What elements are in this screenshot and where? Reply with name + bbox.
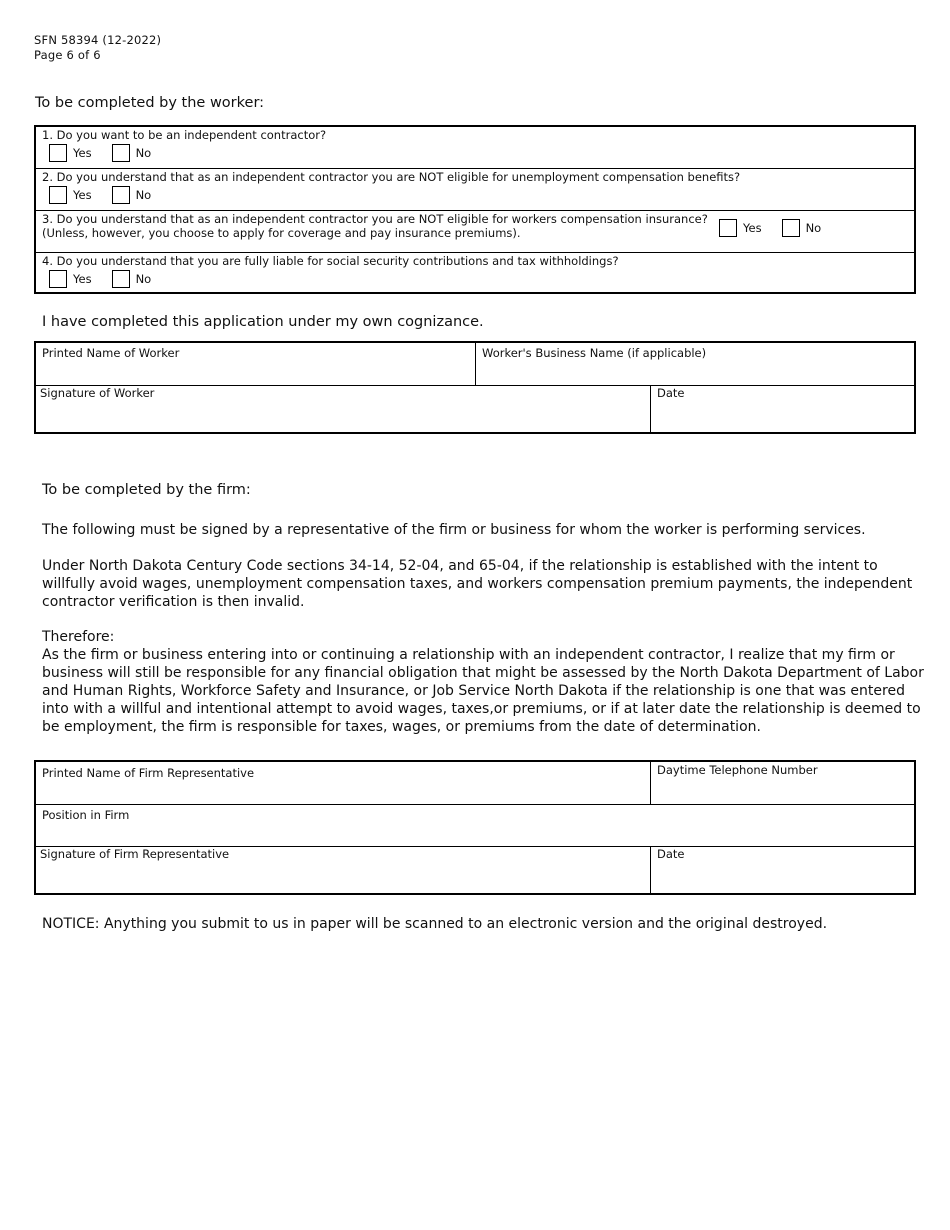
worker-signature-table	[34, 341, 916, 434]
firm-section-heading: To be completed by the firm:	[42, 482, 251, 498]
firm-statement-paragraph: As the firm or business entering into or continuing a relationship with an independent contractor, I realize that my firm or business will still be responsible for any financial obligation that might be assessed by the North Dakota Department of Labor and Human Rights, Workforce Safety and Insurance, or Job Service North Dakota if the relationship is one that was entered into with a willful and intentional attempt to avoid wages, taxes,or premiums, or if at later date the relationship is deemed to be employment, the firm is responsible for taxes, wages, or premiums from the date of determination.	[42, 647, 924, 735]
question-3-no-checkbox[interactable]	[782, 219, 800, 237]
question-row-2	[36, 168, 914, 210]
question-4-options	[49, 270, 171, 288]
question-3-options	[719, 219, 841, 237]
form-header	[34, 33, 161, 63]
divider	[650, 762, 651, 804]
question-row-3	[36, 210, 914, 252]
divider	[475, 343, 476, 385]
worker-signature-row[interactable]	[36, 385, 914, 432]
worker-date-label: Date	[657, 386, 685, 400]
question-1-yes-checkbox[interactable]	[49, 144, 67, 162]
daytime-telephone-label: Daytime Telephone Number	[657, 763, 818, 777]
signature-of-worker-label: Signature of Worker	[40, 386, 155, 400]
no-label: No	[135, 188, 152, 202]
firm-name-row	[36, 762, 914, 804]
question-4-yes-checkbox[interactable]	[49, 270, 67, 288]
question-3-yes-checkbox[interactable]	[719, 219, 737, 237]
question-2-text: 2. Do you understand that as an independent contractor you are NOT eligible for unemployment compensation benefits?	[42, 170, 741, 184]
yes-label: Yes	[73, 188, 92, 202]
question-1-no-checkbox[interactable]	[112, 144, 130, 162]
question-3-line-1: 3. Do you understand that as an independent contractor you are NOT eligible for workers compensation insurance?	[42, 212, 708, 226]
page-number: Page 6 of 6	[34, 48, 101, 62]
divider	[650, 386, 651, 432]
question-3-line-2: (Unless, however, you choose to apply for coverage and pay insurance premiums).	[42, 226, 521, 240]
question-row-4	[36, 252, 914, 294]
printed-name-of-worker-label: Printed Name of Worker	[42, 346, 180, 360]
worker-name-row	[36, 343, 914, 385]
question-4-text: 4. Do you understand that you are fully liable for social security contributions and tax withholdings?	[42, 254, 619, 268]
notice-text: NOTICE: Anything you submit to us in paper will be scanned to an electronic version and the original destroyed.	[42, 916, 828, 932]
therefore-label: Therefore:	[42, 629, 115, 645]
form-number: SFN 58394 (12-2022)	[34, 33, 162, 47]
yes-label: Yes	[743, 221, 762, 235]
worker-questions-table	[34, 125, 916, 294]
law-paragraph: Under North Dakota Century Code sections 34-14, 52-04, and 65-04, if the relationship is established with the intent to willfully avoid wages, unemployment compensation taxes, and workers compensation premium payments, the independent contractor verification is then invalid.	[42, 558, 913, 610]
firm-date-label: Date	[657, 847, 685, 861]
firm-intro-text: The following must be signed by a representative of the firm or business for whom the worker is performing services.	[42, 522, 866, 538]
position-row[interactable]	[36, 804, 914, 846]
question-4-no-checkbox[interactable]	[112, 270, 130, 288]
no-label: No	[135, 146, 152, 160]
question-3-text	[42, 212, 708, 240]
yes-label: Yes	[73, 146, 92, 160]
signature-of-firm-representative-label: Signature of Firm Representative	[40, 847, 230, 861]
question-1-text: 1. Do you want to be an independent contractor?	[42, 128, 327, 142]
no-label: No	[135, 272, 152, 286]
question-2-no-checkbox[interactable]	[112, 186, 130, 204]
question-row-1	[36, 127, 914, 169]
question-2-options	[49, 186, 171, 204]
no-label: No	[805, 221, 822, 235]
question-2-yes-checkbox[interactable]	[49, 186, 67, 204]
yes-label: Yes	[73, 272, 92, 286]
printed-name-of-firm-representative-label: Printed Name of Firm Representative	[42, 766, 255, 780]
divider	[650, 847, 651, 893]
question-1-options	[49, 144, 171, 162]
position-in-firm-label: Position in Firm	[42, 808, 130, 822]
cognizance-statement: I have completed this application under my own cognizance.	[42, 314, 484, 330]
firm-signature-row[interactable]	[36, 846, 914, 893]
firm-signature-table	[34, 760, 916, 895]
worker-section-heading: To be completed by the worker:	[35, 95, 265, 111]
worker-business-name-label: Worker's Business Name (if applicable)	[482, 346, 707, 360]
